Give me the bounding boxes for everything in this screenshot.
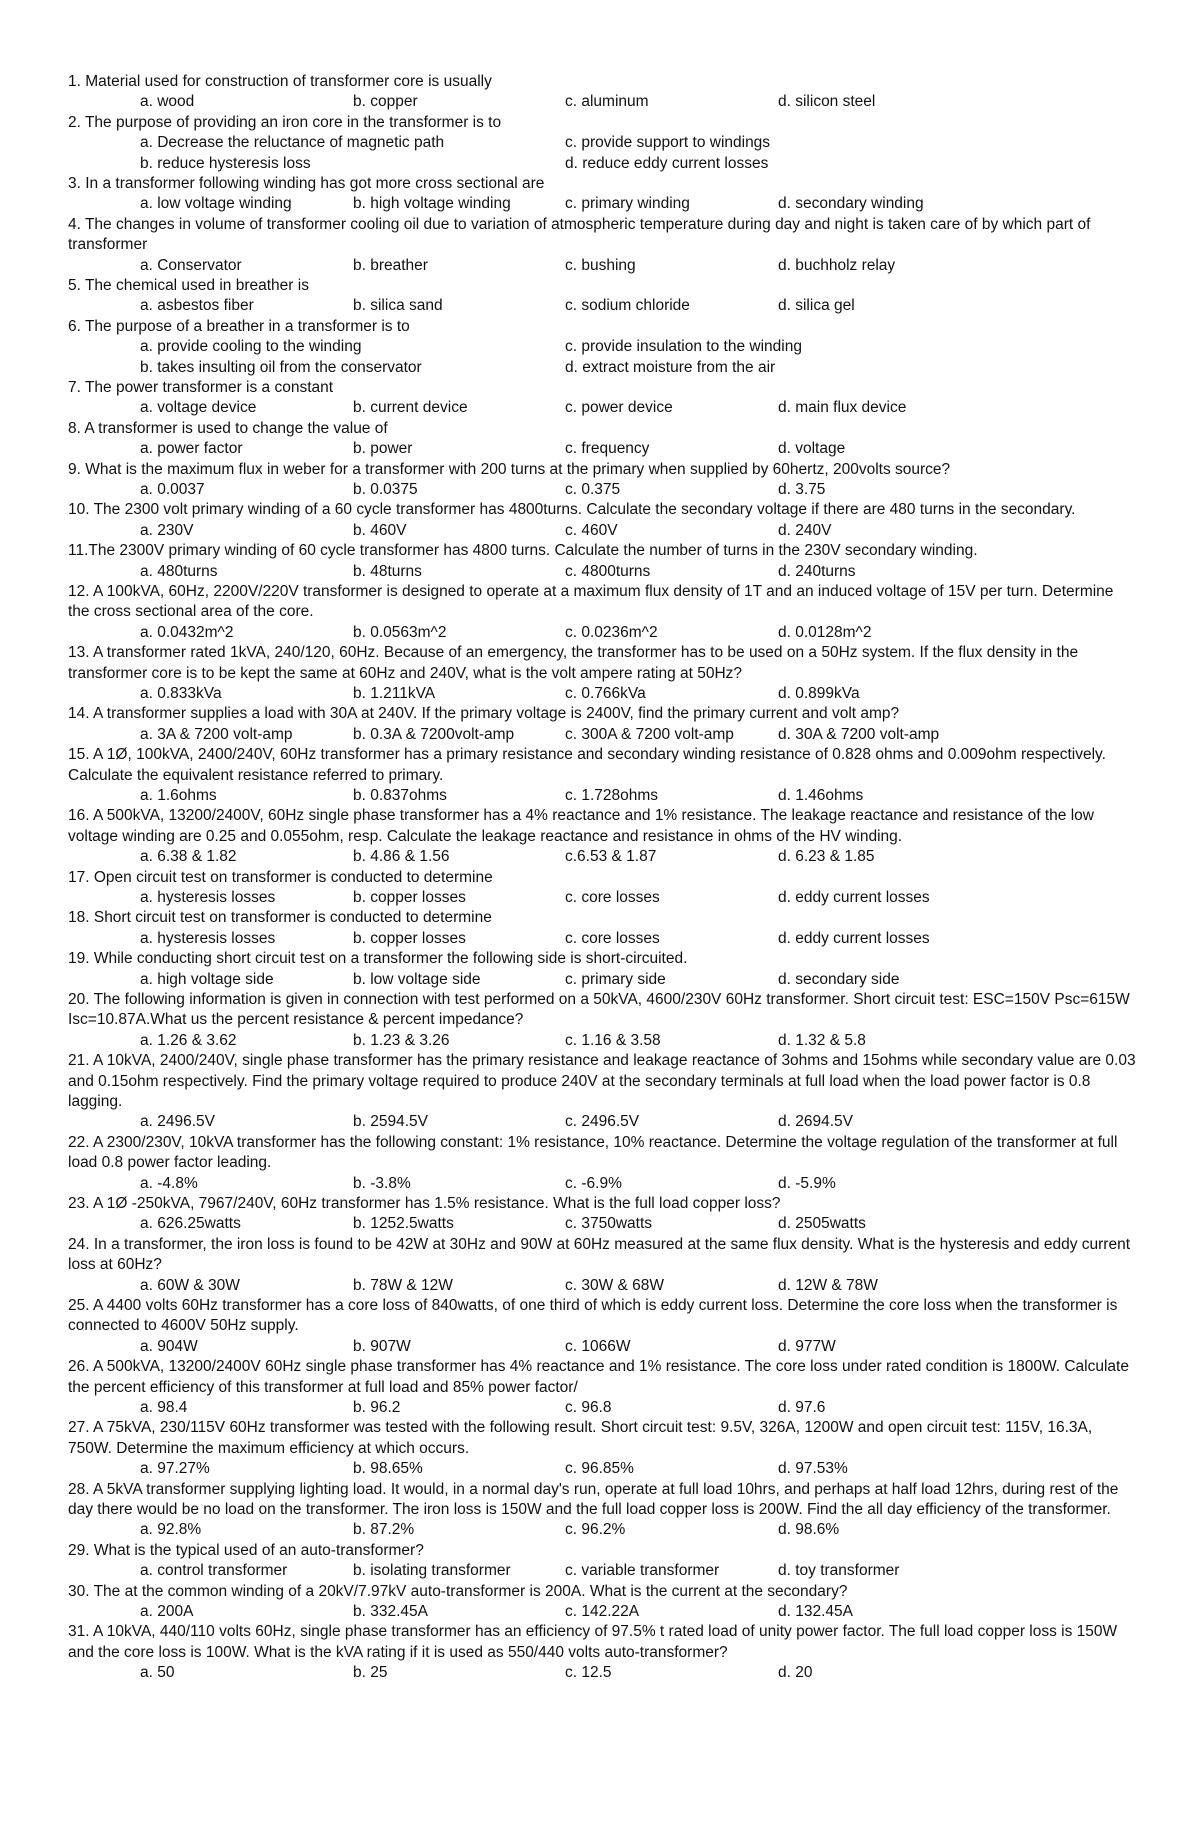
answer-option: d. -5.9% xyxy=(778,1174,836,1192)
answer-option: b. 0.0375 xyxy=(353,481,418,498)
answer-option: b. 78W & 12W xyxy=(353,1276,453,1294)
answer-option: b. 96.2 xyxy=(353,1399,401,1417)
answer-option: a. 6.38 & 1.82 xyxy=(140,848,237,866)
answer-option: a. hysteresis losses xyxy=(140,889,276,906)
question-text: 26. A 500kVA, 13200/2400V 60Hz single phase transformer has 4% reactance and 1% resistance. The core loss under rated condition is 1800W. Calculate the percent efficiency of this transformer at full load and 85% power factor/ xyxy=(68,1358,1129,1396)
answer-option: b. isolating transformer xyxy=(353,1562,511,1580)
answer-options xyxy=(68,623,1138,643)
answer-option: c. 96.85% xyxy=(565,1460,634,1478)
answer-option: d. buchholz relay xyxy=(778,256,896,274)
answer-option: b. copper losses xyxy=(353,929,466,947)
answer-option: c. 96.2% xyxy=(565,1521,626,1539)
answer-option: a. high voltage side xyxy=(140,970,274,988)
answer-options xyxy=(68,888,1138,908)
answer-option: c. 30W & 68W xyxy=(565,1276,665,1294)
answer-option: b. 2594.5V xyxy=(353,1113,428,1131)
answer-option: b. 48turns xyxy=(353,562,422,580)
answer-option: c. 300A & 7200 volt-amp xyxy=(565,725,734,743)
answer-options xyxy=(68,480,1138,500)
answer-option: a. 230V xyxy=(140,521,194,539)
question-text: 17. Open circuit test on transformer is conducted to determine xyxy=(68,868,493,886)
answer-option: b. low voltage side xyxy=(353,970,481,988)
answer-option: c. -6.9% xyxy=(565,1174,622,1192)
question-item xyxy=(68,1480,1138,1541)
question-item xyxy=(68,276,1138,317)
answer-options xyxy=(68,1520,1138,1540)
answer-option: c. sodium chloride xyxy=(565,297,690,315)
question-item xyxy=(68,643,1138,704)
answer-option: d. 0.0128m^2 xyxy=(778,623,872,641)
answer-options xyxy=(68,521,1138,541)
answer-options xyxy=(68,847,1138,867)
answer-option: d. voltage xyxy=(778,440,846,458)
answer-option: c. 1066W xyxy=(565,1337,631,1355)
question-item xyxy=(68,419,1138,460)
answer-option: d. 1.46ohms xyxy=(778,787,864,804)
answer-option: c. 12.5 xyxy=(565,1664,612,1682)
answer-option: a. 1.6ohms xyxy=(140,787,217,804)
answer-options xyxy=(68,398,1138,418)
answer-option: c. provide insulation to the winding xyxy=(565,338,802,356)
answer-options xyxy=(68,1276,1138,1296)
answer-option: b. 1.211kVA xyxy=(353,685,436,702)
answer-option: d. 3.75 xyxy=(778,481,826,498)
answer-option: a. voltage device xyxy=(140,399,257,417)
answer-options xyxy=(68,1561,1138,1581)
question-item xyxy=(68,1051,1138,1133)
answer-option: d. 12W & 78W xyxy=(778,1276,878,1294)
question-item xyxy=(68,460,1138,501)
answer-option: a. 626.25watts xyxy=(140,1215,241,1233)
answer-option: b. copper losses xyxy=(353,889,466,906)
answer-option: a. 0.0432m^2 xyxy=(140,623,234,641)
question-text: 2. The purpose of providing an iron core in the transformer is to xyxy=(68,113,502,131)
answer-options xyxy=(68,439,1138,459)
question-text: 24. In a transformer, the iron loss is found to be 42W at 30Hz and 90W at 60Hz measured at the same flux density. What is the hysteresis and eddy current loss at 60Hz? xyxy=(68,1235,1130,1274)
question-sheet xyxy=(68,72,1138,1684)
question-text: 19. While conducting short circuit test on a transformer the following side is short-circuited. xyxy=(68,950,688,968)
question-text: 13. A transformer rated 1kVA, 240/120, 60Hz. Because of an emergency, the transformer has to be used on a 50Hz system. If the flux density in the transformer core is to be kept the same at 60Hz and 240V, what is the volt ampere rating at 50Hz? xyxy=(68,644,1079,682)
answer-option: d. 0.899kVa xyxy=(778,685,860,702)
question-item xyxy=(68,990,1138,1051)
answer-option: a. 60W & 30W xyxy=(140,1276,240,1294)
answer-option: c. bushing xyxy=(565,256,636,274)
answer-option: b. silica sand xyxy=(353,297,443,315)
question-text: 22. A 2300/230V, 10kVA transformer has the following constant: 1% resistance, 10% reactance. Determine the voltage regulation of the transformer at full load 0.8 power factor leading. xyxy=(68,1133,1118,1172)
answer-option: a. 50 xyxy=(140,1664,175,1682)
answer-option: d. 20 xyxy=(778,1664,813,1682)
question-text: 1. Material used for construction of transformer core is usually xyxy=(68,73,492,90)
answer-option: c. 142.22A xyxy=(565,1603,640,1621)
answer-options xyxy=(68,1602,1138,1622)
answer-option: b. high voltage winding xyxy=(353,195,511,213)
answer-option: c. provide support to windings xyxy=(565,134,771,152)
answer-option: d. 1.32 & 5.8 xyxy=(778,1031,866,1049)
answer-option: a. low voltage winding xyxy=(140,195,292,213)
question-item xyxy=(68,949,1138,990)
answer-option: b. current device xyxy=(353,399,468,417)
question-text: 10. The 2300 volt primary winding of a 60 cycle transformer has 4800turns. Calculate the secondary voltage if there are 480 turns in the secondary. xyxy=(68,501,1076,519)
answer-option: c. aluminum xyxy=(565,93,649,111)
question-item xyxy=(68,317,1138,378)
question-text: 9. What is the maximum flux in weber for a transformer with 200 turns at the primary when supplied by 60hertz, 200volts source? xyxy=(68,460,951,478)
question-text: 18. Short circuit test on transformer is conducted to determine xyxy=(68,909,492,927)
question-text: 3. In a transformer following winding has got more cross sectional are xyxy=(68,175,545,192)
answer-options xyxy=(68,256,1138,276)
answer-options xyxy=(68,1112,1138,1132)
question-text: 5. The chemical used in breather is xyxy=(68,277,309,294)
answer-option: c. 1.16 & 3.58 xyxy=(565,1031,661,1049)
answer-option: d. reduce eddy current losses xyxy=(565,154,769,172)
answer-options xyxy=(68,1459,1138,1479)
question-text: 12. A 100kVA, 60Hz, 2200V/220V transformer is designed to operate at a maximum flux density of 1T and an induced voltage of 15V per turn. Determine the cross sectional area of the core. xyxy=(68,582,1114,621)
answer-options xyxy=(68,133,1138,174)
answer-option: a. 200A xyxy=(140,1603,194,1621)
answer-options xyxy=(68,337,1138,378)
question-item xyxy=(68,1194,1138,1235)
answer-option: b. 1.23 & 3.26 xyxy=(353,1031,450,1049)
answer-option: d. 98.6% xyxy=(778,1521,840,1539)
answer-option: a. asbestos fiber xyxy=(140,297,254,315)
answer-option: d. silicon steel xyxy=(778,93,876,111)
question-item xyxy=(68,1235,1138,1296)
answer-option: a. 98.4 xyxy=(140,1399,188,1417)
question-text: 30. The at the common winding of a 20kV/7.97kV auto-transformer is 200A. What is the current at the secondary? xyxy=(68,1582,848,1600)
question-text: 15. A 1Ø, 100kVA, 2400/240V, 60Hz transformer has a primary resistance and secondary winding resistance of 0.828 ohms and 0.009ohm respectively. Calculate the equivalent resistance referred to primary. xyxy=(68,746,1106,784)
question-text: 16. A 500kVA, 13200/2400V, 60Hz single phase transformer has a 4% reactance and 1% resistance. The leakage reactance and resistance of the low voltage winding are 0.25 and 0.055ohm, resp. Calculate the leakage reactance and resistance in ohms of the HV winding. xyxy=(68,807,1094,845)
answer-option: c. frequency xyxy=(565,440,650,458)
answer-option: d. 2505watts xyxy=(778,1215,866,1233)
answer-option: b. 87.2% xyxy=(353,1521,415,1539)
answer-option: a. 0.833kVa xyxy=(140,685,222,702)
answer-option: c. 460V xyxy=(565,521,618,539)
answer-option: c. 0.0236m^2 xyxy=(565,623,658,641)
answer-options xyxy=(68,1214,1138,1234)
answer-option: a. 480turns xyxy=(140,562,218,580)
answer-option: c. core losses xyxy=(565,889,660,906)
answer-option: a. 3A & 7200 volt-amp xyxy=(140,725,293,743)
answer-option: c. 0.375 xyxy=(565,481,621,498)
answer-option: b. takes insulting oil from the conservator xyxy=(140,358,422,376)
question-item xyxy=(68,1582,1138,1623)
question-item xyxy=(68,806,1138,867)
answer-option: c. power device xyxy=(565,399,673,417)
question-text: 4. The changes in volume of transformer cooling oil due to variation of atmospheric temperature during day and night is taken care of by which part of transformer xyxy=(68,215,1091,254)
answer-option: b. 98.65% xyxy=(353,1460,423,1478)
answer-option: b. -3.8% xyxy=(353,1174,411,1192)
question-text: 6. The purpose of a breather in a transformer is to xyxy=(68,317,410,335)
answer-option: b. 460V xyxy=(353,521,407,539)
answer-option: d. 977W xyxy=(778,1337,836,1355)
answer-option: d. 240turns xyxy=(778,562,856,580)
question-item xyxy=(68,1296,1138,1357)
answer-option: d. eddy current losses xyxy=(778,929,930,947)
answer-option: b. 4.86 & 1.56 xyxy=(353,848,450,866)
question-item xyxy=(68,113,1138,174)
answer-option: d. 30A & 7200 volt-amp xyxy=(778,725,940,743)
answer-option: a. hysteresis losses xyxy=(140,929,276,947)
answer-option: b. 25 xyxy=(353,1664,388,1682)
question-text: 25. A 4400 volts 60Hz transformer has a core loss of 840watts, of one third of which is eddy current loss. Determine the core loss when the transformer is connected to 4600V 50Hz supply. xyxy=(68,1297,1118,1335)
answer-options xyxy=(68,1174,1138,1194)
answer-option: c. primary winding xyxy=(565,195,690,213)
answer-option: c. 3750watts xyxy=(565,1215,653,1233)
answer-options xyxy=(68,296,1138,316)
question-item xyxy=(68,704,1138,745)
question-item xyxy=(68,378,1138,419)
question-text: 7. The power transformer is a constant xyxy=(68,379,334,396)
question-item xyxy=(68,908,1138,949)
answer-option: a. Decrease the reluctance of magnetic path xyxy=(140,134,445,152)
answer-option: d. silica gel xyxy=(778,297,855,315)
question-text: 28. A 5kVA transformer supplying lighting load. It would, in a normal day's run, operate at full load 10hrs, and perhaps at half load 12hrs, during rest of the day there would be no load on the transformer. The iron loss is 150W and the full load copper loss is 200W. Find the all day efficiency of the transformer. xyxy=(68,1480,1119,1519)
answer-option: c. 0.766kVa xyxy=(565,685,646,702)
answer-option: d. secondary winding xyxy=(778,195,924,213)
answer-option: c. 96.8 xyxy=(565,1399,612,1417)
answer-option: d. eddy current losses xyxy=(778,889,930,906)
answer-option: a. 904W xyxy=(140,1337,198,1355)
question-text: 27. A 75kVA, 230/115V 60Hz transformer was tested with the following result. Short circuit test: 9.5V, 326A, 1200W and open circuit test: 115V, 16.3A, 750W. Determine the maximum efficiency at which occurs. xyxy=(68,1419,1093,1457)
answer-option: b. 0.0563m^2 xyxy=(353,623,447,641)
answer-option: d. 132.45A xyxy=(778,1603,853,1621)
question-text: 21. A 10kVA, 2400/240V, single phase transformer has the primary resistance and leakage reactance of 3ohms and 15ohms while secondary value are 0.03 and 0.15ohm respectively. Find the primary voltage required to produce 240V at the secondary terminals at full load when the load power factor is 0.8 lagging. xyxy=(68,1052,1136,1110)
answer-options xyxy=(68,725,1138,745)
question-text: 31. A 10kVA, 440/110 volts 60Hz, single phase transformer has an efficiency of 97.5% t rated load of unity power factor. The full load copper loss is 150W and the core loss is 100W. What is the kVA rating if it is used as 550/440 volts auto-transformer? xyxy=(68,1623,1118,1661)
question-text: 8. A transformer is used to change the value of xyxy=(68,419,388,437)
question-item xyxy=(68,1541,1138,1582)
question-item xyxy=(68,174,1138,215)
answer-option: d. 6.23 & 1.85 xyxy=(778,848,875,866)
answer-option: b. 907W xyxy=(353,1337,411,1355)
answer-options xyxy=(68,970,1138,990)
answer-option: d. 97.6 xyxy=(778,1399,826,1417)
answer-options xyxy=(68,1663,1138,1683)
answer-options xyxy=(68,929,1138,949)
answer-option: a. 1.26 & 3.62 xyxy=(140,1031,237,1049)
answer-option: d. 240V xyxy=(778,521,832,539)
answer-options xyxy=(68,1337,1138,1357)
answer-options xyxy=(68,1031,1138,1051)
answer-options xyxy=(68,562,1138,582)
question-item xyxy=(68,582,1138,643)
answer-option: c. 4800turns xyxy=(565,562,651,580)
answer-option: a. wood xyxy=(140,93,195,111)
answer-option: b. 332.45A xyxy=(353,1603,428,1621)
answer-option: d. extract moisture from the air xyxy=(565,358,776,376)
question-item xyxy=(68,1357,1138,1418)
answer-option: a. -4.8% xyxy=(140,1174,198,1192)
answer-options xyxy=(68,194,1138,214)
answer-options xyxy=(68,684,1138,704)
question-text: 23. A 1Ø -250kVA, 7967/240V, 60Hz transformer has 1.5% resistance. What is the full load copper loss? xyxy=(68,1195,781,1212)
question-item xyxy=(68,72,1138,113)
question-item xyxy=(68,1622,1138,1683)
question-item xyxy=(68,1418,1138,1479)
answer-options xyxy=(68,1398,1138,1418)
answer-option: a. power factor xyxy=(140,440,243,458)
answer-option: d. 97.53% xyxy=(778,1460,848,1478)
answer-option: c.6.53 & 1.87 xyxy=(565,848,657,866)
question-text: 20. The following information is given in connection with test performed on a 50kVA, 4600/230V 60Hz transformer. Short circuit test: ESC=150V Psc=615W Isc=10.87A.What us the percent resistance & percent impedance? xyxy=(68,990,1130,1029)
answer-option: c. variable transformer xyxy=(565,1562,720,1580)
answer-option: a. control transformer xyxy=(140,1562,288,1580)
answer-option: c. primary side xyxy=(565,970,666,988)
question-text: 29. What is the typical used of an auto-transformer? xyxy=(68,1541,424,1559)
answer-option: a. Conservator xyxy=(140,256,242,274)
answer-option: b. 0.837ohms xyxy=(353,787,447,804)
question-item xyxy=(68,868,1138,909)
answer-option: d. toy transformer xyxy=(778,1562,900,1580)
question-item xyxy=(68,215,1138,276)
answer-option: d. main flux device xyxy=(778,399,907,417)
answer-option: a. 92.8% xyxy=(140,1521,202,1539)
answer-option: b. 0.3A & 7200volt-amp xyxy=(353,725,515,743)
answer-option: b. breather xyxy=(353,256,428,274)
answer-option: a. 0.0037 xyxy=(140,481,205,498)
answer-option: c. 1.728ohms xyxy=(565,787,659,804)
question-item xyxy=(68,745,1138,806)
answer-option: b. copper xyxy=(353,93,418,111)
answer-option: c. core losses xyxy=(565,929,660,947)
answer-options xyxy=(68,786,1138,806)
answer-option: b. 1252.5watts xyxy=(353,1215,454,1233)
question-item xyxy=(68,1133,1138,1194)
answer-options xyxy=(68,92,1138,112)
question-text: 14. A transformer supplies a load with 30A at 240V. If the primary voltage is 2400V, find the primary current and volt amp? xyxy=(68,705,900,723)
answer-option: d. 2694.5V xyxy=(778,1113,853,1131)
answer-option: d. secondary side xyxy=(778,970,900,988)
answer-option: b. reduce hysteresis loss xyxy=(140,154,311,172)
question-item xyxy=(68,541,1138,582)
answer-option: a. 97.27% xyxy=(140,1460,210,1478)
answer-option: b. power xyxy=(353,440,413,458)
question-item xyxy=(68,500,1138,541)
question-text: 11.The 2300V primary winding of 60 cycle transformer has 4800 turns. Calculate the number of turns in the 230V secondary winding. xyxy=(68,542,978,560)
answer-option: c. 2496.5V xyxy=(565,1113,640,1131)
answer-option: a. 2496.5V xyxy=(140,1113,215,1131)
answer-option: a. provide cooling to the winding xyxy=(140,338,362,356)
